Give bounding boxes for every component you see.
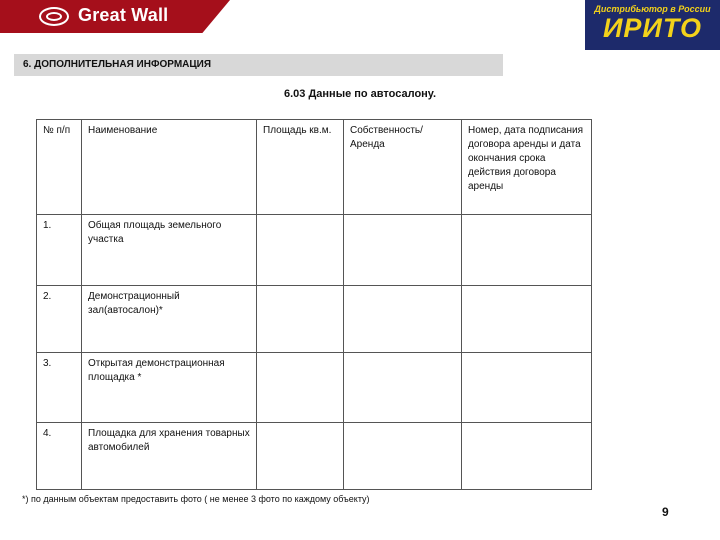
dealership-data-table — [36, 119, 592, 490]
header-cell-number: № п/п — [37, 120, 82, 215]
row-contract-cell[interactable] — [462, 353, 592, 423]
row-ownership-cell[interactable] — [344, 353, 462, 423]
footnote: *) по данным объектам предоставить фото ( не менее 3 фото по каждому объекту) — [22, 494, 370, 504]
table-row — [37, 215, 592, 286]
table-row — [37, 423, 592, 490]
row-number: 4. — [37, 423, 82, 490]
row-contract-cell[interactable] — [462, 286, 592, 353]
row-contract-cell[interactable] — [462, 423, 592, 490]
section-header — [14, 54, 503, 76]
header-cell-name: Наименование — [82, 120, 257, 215]
row-ownership-cell[interactable] — [344, 215, 462, 286]
header-cell-area: Площадь кв.м. — [257, 120, 344, 215]
row-name: Площадка для хранения товарных автомобилей — [82, 423, 257, 490]
brand-name: Great Wall — [78, 5, 169, 25]
row-ownership-cell[interactable] — [344, 286, 462, 353]
section-title: 6. ДОПОЛНИТЕЛЬНАЯ ИНФОРМАЦИЯ — [23, 59, 212, 70]
table-row — [37, 286, 592, 353]
header-cell-ownership: Собственность/ Аренда — [344, 120, 462, 215]
header-cell-contract: Номер, дата подписания договора аренды и дата окончания срока действия договора аренды — [462, 120, 592, 215]
row-name: Общая площадь земельного участка — [82, 215, 257, 286]
distributor-tagline: Дистрибьютор в России — [594, 4, 711, 14]
distributor-name: ИРИТО — [603, 13, 702, 43]
row-area-cell[interactable] — [257, 215, 344, 286]
table-row — [37, 353, 592, 423]
row-number: 1. — [37, 215, 82, 286]
row-name: Демонстрационный зал(автосалон)* — [82, 286, 257, 353]
page-number: 9 — [662, 505, 669, 519]
row-contract-cell[interactable] — [462, 215, 592, 286]
row-area-cell[interactable] — [257, 286, 344, 353]
table-header-row — [37, 120, 592, 215]
page-subtitle: 6.03 Данные по автосалону. — [283, 88, 437, 100]
row-area-cell[interactable] — [257, 423, 344, 490]
distributor-logo — [585, 0, 720, 50]
row-area-cell[interactable] — [257, 353, 344, 423]
row-ownership-cell[interactable] — [344, 423, 462, 490]
row-number: 2. — [37, 286, 82, 353]
row-name: Открытая демонстрационная площадка * — [82, 353, 257, 423]
great-wall-logo-icon — [39, 7, 69, 26]
row-number: 3. — [37, 353, 82, 423]
